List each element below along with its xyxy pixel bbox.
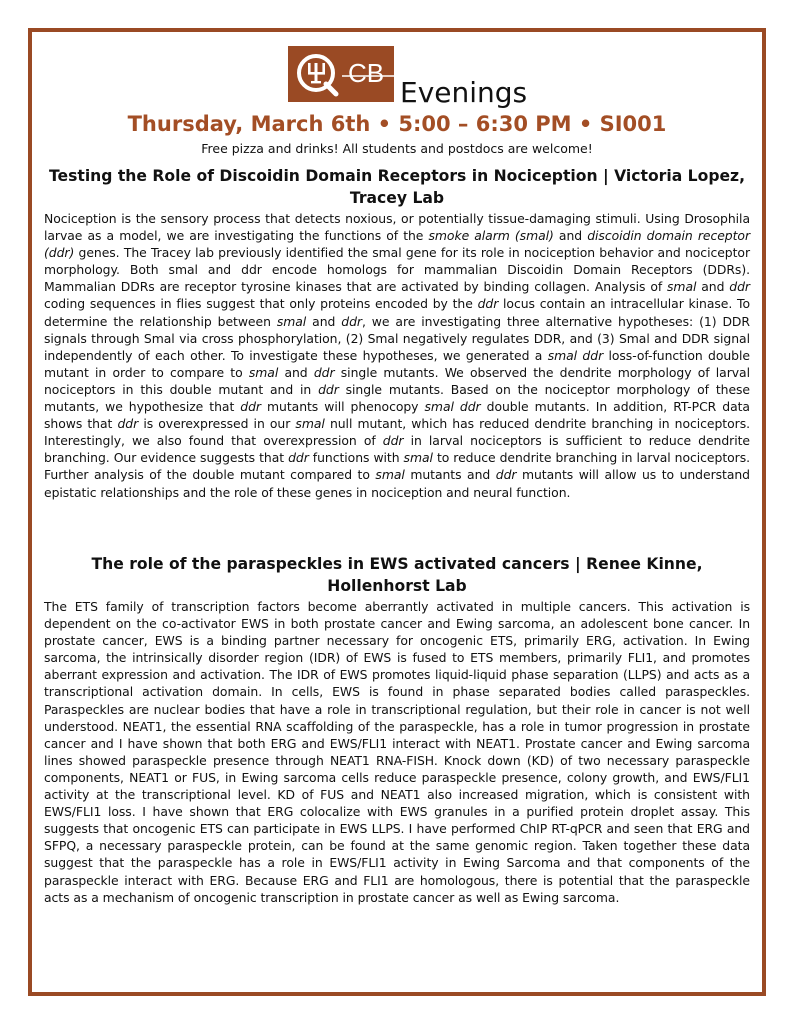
qcb-logo [288,46,394,102]
logo-text: CB [348,58,385,88]
evenings-title: Evenings [400,76,528,109]
talk-2-abstract: The ETS family of transcription factors become aberrantly activated in multiple cancers. This activation is dependent on the co-activator EWS in both prostate cancer and Ewing sarcoma, an adolescent bone cancer. In prostate cancer, EWS is a binding partner necessary for oncogenic ETS, primarily ERG, activation. In Ewing sarcoma, the intrinsically disorder region (IDR) of EWS is fused to ETS members, primarily FLI1, and promotes aberrant expression and activation. The IDR of EWS promotes liquid-liquid phase separation (LLPS) and acts as a transcriptional activation domain. In cells, EWS is found in phase separated bodies called paraspeckles. Paraspeckles are nuclear bodies that have a role in transcriptional regulation, but their role in cancer is not well understood. NEAT1, the essential RNA scaffolding of the paraspeckle, has a role in tumor progression in prostate cancer and I have shown that both ERG and EWS/FLI1 interact with NEAT1. Prostate cancer and Ewing sarcoma lines showed paraspeckle presence through NEAT1 RNA-FISH. Knock down (KD) of two necessary paraspeckle components, NEAT1 or FUS, in Ewing sarcoma cells reduce paraspeckle presence, colony growth, and EWS/FLI1 activity at the transcriptional level. KD of FUS and NEAT1 also increased migration, which is consistent with EWS/FLI1 loss. I have shown that ERG colocalize with EWS granules in a purified protein droplet assay. This suggests that oncogenic ETS can participate in EWS LLPS. I have performed ChIP RT-qPCR and seen that ERG and SFPQ, a necessary paraspeckle protein, can be found at the same genomic region. Taken together these data suggest that the paraspeckle has a role in EWS/FLI1 activity in Ewing Sarcoma and that components of the paraspeckle interact with ERG. Because ERG and FLI1 are homologous, there is potential that the paraspeckle acts as a mechanism of oncogenic transcription in prostate cancer as well as Ewing sarcoma. [44,599,750,905]
talk-2-title: The role of the paraspeckles in EWS activated cancers | Renee Kinne, Hollenhorst Lab [91,555,703,595]
talk-1-abstract: Nociception is the sensory process that detects noxious, or potentially tissue-damaging stimuli. Using Drosophila larvae as a model, we are investigating the functions of the smoke alarm (smal) and discoidin domain receptor (ddr) genes. The Tracey lab previously identified the smal gene for its role in nociception behavior and nociceptor morphology. Both smal and ddr encode homologs for mammalian Discoidin Domain Receptors (DDRs). Mammalian DDRs are receptor tyrosine kinases that are activated by binding collagen. Analysis of smal and ddr coding sequences in flies suggest that only proteins encoded by the ddr locus contain an intracellular kinase. To determine the relationship between smal and ddr, we are investigating three alternative hypotheses: (1) DDR signals through Smal via cross phosphorylation, (2) Smal negatively regulates DDR, and (3) Smal and DDR signal independently of each other. To investigate these hypotheses, we generated a smal ddr loss-of-function double mutant in order to compare to smal and ddr single mutants. We observed the dendrite morphology of larval nociceptors in this double mutant and in ddr single mutants. Based on the nociceptor morphology of these mutants, we hypothesize that ddr mutants will phenocopy smal ddr double mutants. In addition, RT-PCR data shows that ddr is overexpressed in our smal null mutant, which has reduced dendrite branching in nociceptors. Interestingly, we also found that overexpression of ddr in larval nociceptors is sufficient to reduce dendrite branching. Our evidence suggests that ddr functions with smal to reduce dendrite branching in larval nociceptors. Further analysis of the double mutant compared to smal mutants and ddr mutants will allow us to understand epistatic relationships and the role of these genes in nociception and neural function. [44,211,751,500]
talk-1-title: Testing the Role of Discoidin Domain Receptors in Nociception | Victoria Lopez, Tracey Lab [48,167,746,207]
event-dateline: Thursday, March 6th • 5:00 – 6:30 PM • SI001 [127,112,667,136]
event-subline: Free pizza and drinks! All students and postdocs are welcome! [201,141,593,156]
